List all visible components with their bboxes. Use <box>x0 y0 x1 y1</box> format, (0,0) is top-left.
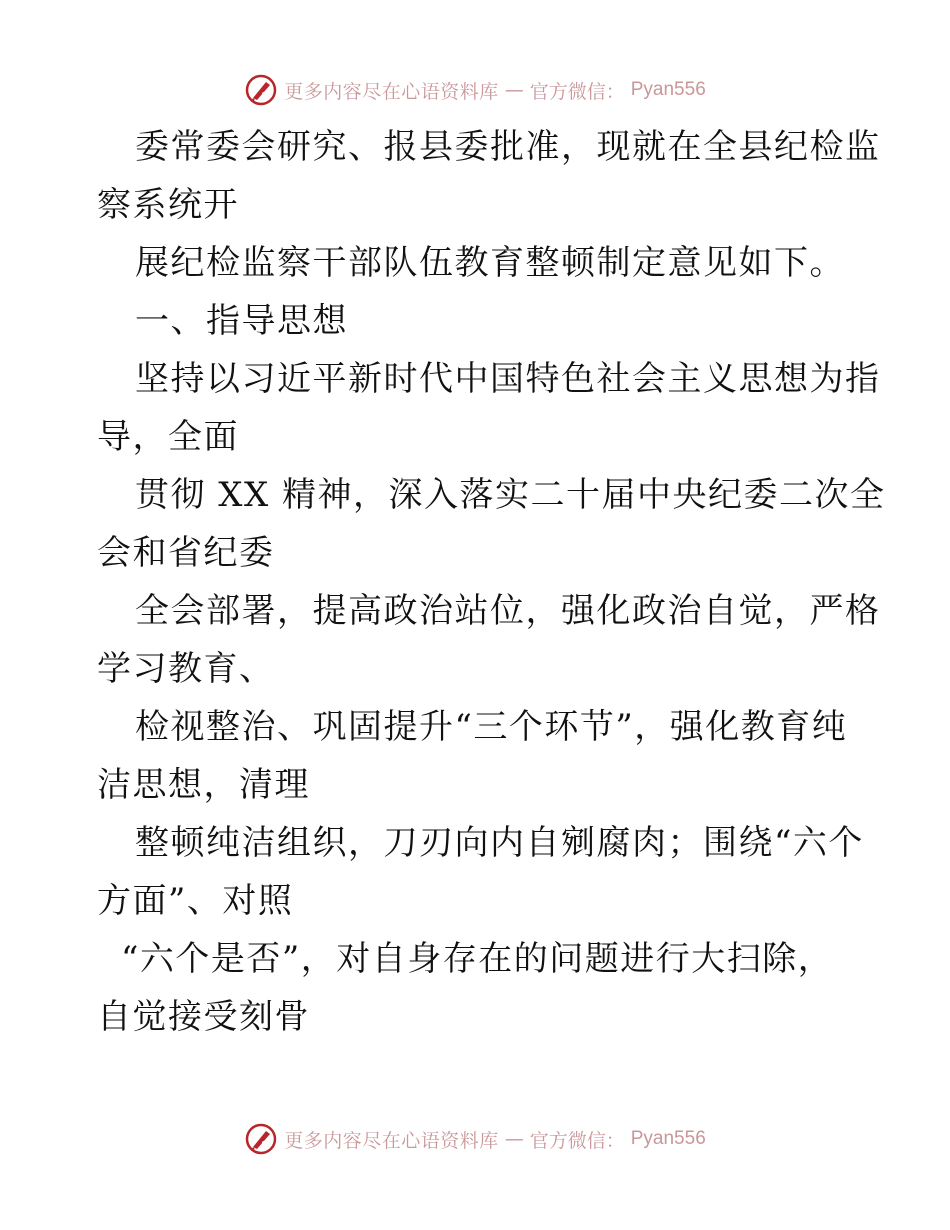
section-heading: 一、指导思想 <box>135 301 348 341</box>
body-line-7: 贯彻 XX 精神，深入落实二十届中央纪委二次全 <box>135 475 886 515</box>
footer-wechat-id: Pyan556 <box>630 1128 706 1149</box>
body-line-15: “六个是否”，对自身存在的问题进行大扫除， <box>121 939 834 979</box>
body-line-3: 展纪检监察干部队伍教育整顿制定意见如下。 <box>135 243 845 283</box>
body-line-2: 察系统开 <box>97 185 239 225</box>
footer-wechat-label: 官方微信： <box>529 1129 625 1152</box>
body-line-13: 整顿纯洁组织，刀刃向内自剜腐肉；围绕“六个 <box>135 823 864 863</box>
pen-logo-icon <box>244 1122 278 1156</box>
body-line-9: 全会部署，提高政治站位，强化政治自觉，严格 <box>135 591 881 631</box>
footer-banner <box>0 1119 950 1159</box>
header-banner-text: 更多内容尽在心语资料库 <box>284 80 499 103</box>
body-line-16: 自觉接受刻骨 <box>97 997 310 1037</box>
body-line-5: 坚持以习近平新时代中国特色社会主义思想为指 <box>135 359 881 399</box>
body-line-8: 会和省纪委 <box>97 533 275 573</box>
document-body <box>97 118 886 1046</box>
body-line-10: 学习教育、 <box>97 649 275 689</box>
header-wechat-label: 官方微信： <box>529 80 625 103</box>
body-line-12: 洁思想，清理 <box>97 765 310 805</box>
body-line-6: 导，全面 <box>97 417 239 457</box>
body-line-14: 方面”、对照 <box>97 881 294 921</box>
header-banner-separator: — <box>504 79 524 101</box>
pen-logo-icon <box>244 73 278 107</box>
footer-banner-text: 更多内容尽在心语资料库 <box>284 1129 499 1152</box>
body-line-1: 委常委会研究、报县委批准，现就在全县纪检监 <box>135 127 881 167</box>
header-banner <box>0 70 950 110</box>
header-wechat-id: Pyan556 <box>630 79 706 100</box>
body-line-11: 检视整治、巩固提升“三个环节”，强化教育纯 <box>135 707 848 747</box>
footer-banner-separator: — <box>504 1128 524 1150</box>
